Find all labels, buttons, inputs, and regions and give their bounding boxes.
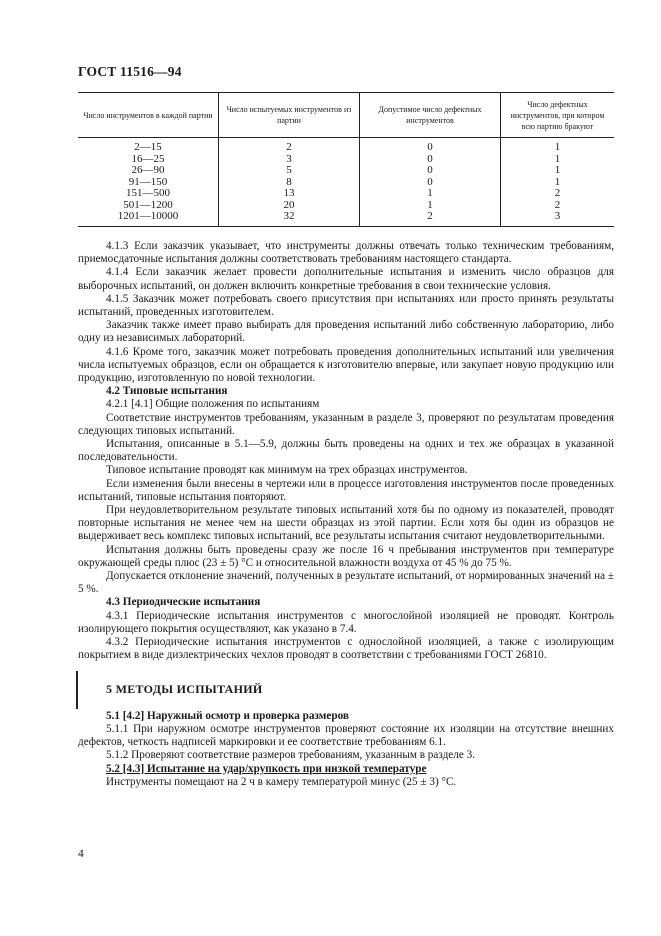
cell-value: 1 — [427, 187, 433, 199]
cell-value: 2 — [427, 210, 433, 222]
paragraph: Заказчик также имеет право выбирать для проведения испытаний либо собственную лабораторию, либо одну из независимых лабораторий. — [78, 319, 614, 345]
paragraph: 4.3.1 Периодические испытания инструментов с многослойной изоляцией не проводят. Контроль изолирующего покрытия осуществляют, как указано в 7.4. — [78, 609, 614, 635]
column-header: Допустимое число дефектных инструментов — [360, 93, 501, 138]
page-number: 4 — [78, 848, 84, 860]
sampling-table — [78, 92, 614, 227]
cell-value: 32 — [283, 210, 295, 222]
cell-value: 1 — [427, 198, 433, 211]
cell-value: 13 — [283, 187, 295, 199]
table-header-row — [78, 93, 614, 138]
column-header: Число дефектных инструментов, при котором всю партию бракуют — [501, 93, 615, 138]
paragraph: Допускается отклонение значений, полученных в результате испытаний, от нормированных значений на ± 5 %. — [78, 570, 614, 596]
cell-value: 501—1200 — [123, 198, 173, 211]
paragraph: Типовое испытание проводят как минимум на трех образцах инструментов. — [106, 464, 468, 477]
cell-value: 91—150 — [128, 175, 168, 188]
paragraph: 4.3.2 Периодические испытания инструментов с однослойной изоляцией, а также с изолирующим покрытием в виде диэлектрических чехлов проводят в соответствии с требованиями ГОСТ 26810. — [78, 636, 614, 662]
document-header: ГОСТ 11516—94 — [78, 64, 182, 79]
paragraph: Если изменения были внесены в чертежи или в процессе изготовления инструментов после проведенных испытаний, типовые испытания повторяют. — [78, 477, 614, 503]
paragraph: 4.2 Типовые испытания — [106, 385, 228, 398]
cell-value: 8 — [286, 175, 292, 188]
cell-value: 1 — [554, 152, 561, 165]
paragraph: 4.3 Периодические испытания — [106, 596, 261, 609]
paragraph: 4.1.6 Кроме того, заказчик может потребовать проведения дополнительных испытаний или увеличения числа испытуемых образцов, если он обращается к изготовителю впервые, или закупает новую продукцию или продукцию, изготовленную по новой технологии. — [78, 345, 614, 385]
paragraph: Инструменты помещают на 2 ч в камеру температурой минус (25 ± 3) °С. — [106, 775, 457, 788]
cell-value: 26—90 — [131, 164, 165, 176]
paragraph: 4.1.5 Заказчик может потребовать своего присутствия при испытаниях или просто принять результаты испытаний, проведенных изготовителем. — [78, 292, 614, 319]
cell-value: 2—15 — [134, 141, 162, 153]
paragraph: Соответствие инструментов требованиям, указанным в разделе 3, проверяют по результатам проведения следующих типовых испытаний. — [78, 411, 614, 437]
cell-value: 0 — [427, 152, 433, 165]
cell-value: 2 — [554, 187, 561, 199]
paragraph: Испытания, описанные в 5.1—5.9, должны быть проведены на одних и тех же образцах в указанной последовательности. — [78, 438, 614, 464]
document-body — [78, 240, 614, 789]
cell-value: 5 — [286, 164, 292, 176]
cell-value: 3 — [286, 152, 292, 165]
cell-value: 1 — [554, 141, 561, 153]
cell-value: 2 — [554, 198, 561, 211]
paragraph: 4.1.3 Если заказчик указывает, что инструменты должны отвечать только техническим требованиям, приемосдаточные испытания должны соответствовать требованиям настоящего стандарта. — [78, 240, 614, 266]
table-cell — [78, 138, 219, 227]
cell-value: 1201—10000 — [117, 210, 179, 222]
cell-value: 20 — [283, 198, 295, 211]
cell-value: 0 — [427, 141, 433, 153]
paragraph: При неудовлетворительном результате типовых испытаний хотя бы по одному из показателей, проводят повторные испытания не менее чем на шести образцах из этой партии. Если хотя бы один из образцов не выдерживает весь комплекс типовых испытаний, все результаты испытания считают неудовлетворительными. — [78, 504, 614, 543]
paragraph: Испытания должны быть проведены сразу же после 16 ч пребывания инструментов при температуре окружающей среды плюс (23 ± 5) °С и относительной влажности воздуха от 45 % до 75 %. — [78, 543, 614, 569]
table-row — [78, 138, 614, 227]
table-cell — [219, 138, 360, 227]
cell-value: 2 — [286, 141, 292, 153]
cell-value: 1 — [554, 175, 561, 188]
paragraph: 5.2 [4.3] Испытание на удар/хрупкость при низкой температуре — [106, 762, 427, 775]
paragraph: 4.1.4 Если заказчик желает провести дополнительные испытания и изменить число образцов для выборочных испытаний, он должен включить конкретные требования в свои технические условия. — [78, 266, 614, 292]
cell-value: 151—500 — [126, 187, 170, 199]
column-header: Число испытуемых инструментов из партии — [219, 93, 360, 138]
cell-value: 0 — [427, 164, 433, 176]
paragraph: 5.1 [4.2] Наружный осмотр и проверка размеров — [106, 709, 349, 722]
change-bar — [76, 671, 78, 709]
paragraph: 5 МЕТОДЫ ИСПЫТАНИЙ — [106, 681, 263, 696]
table-cell — [360, 138, 501, 227]
paragraph: 4.2.1 [4.1] Общие положения по испытаниям — [106, 398, 320, 411]
cell-value: 0 — [427, 175, 433, 188]
table-cell — [501, 138, 615, 227]
column-header: Число инструментов в каждой партии — [78, 93, 219, 138]
cell-value: 1 — [554, 164, 561, 176]
cell-value: 3 — [554, 210, 561, 222]
paragraph: 5.1.2 Проверяют соответствие размеров требованиям, указанным в разделе 3. — [106, 749, 475, 762]
cell-value: 16—25 — [131, 152, 165, 165]
paragraph: 5.1.1 При наружном осмотре инструментов проверяют состояние их изоляции на отсутствие внешних дефектов, четкость надписей маркировки и ее соответствие требованиям 6.1. — [78, 722, 614, 749]
